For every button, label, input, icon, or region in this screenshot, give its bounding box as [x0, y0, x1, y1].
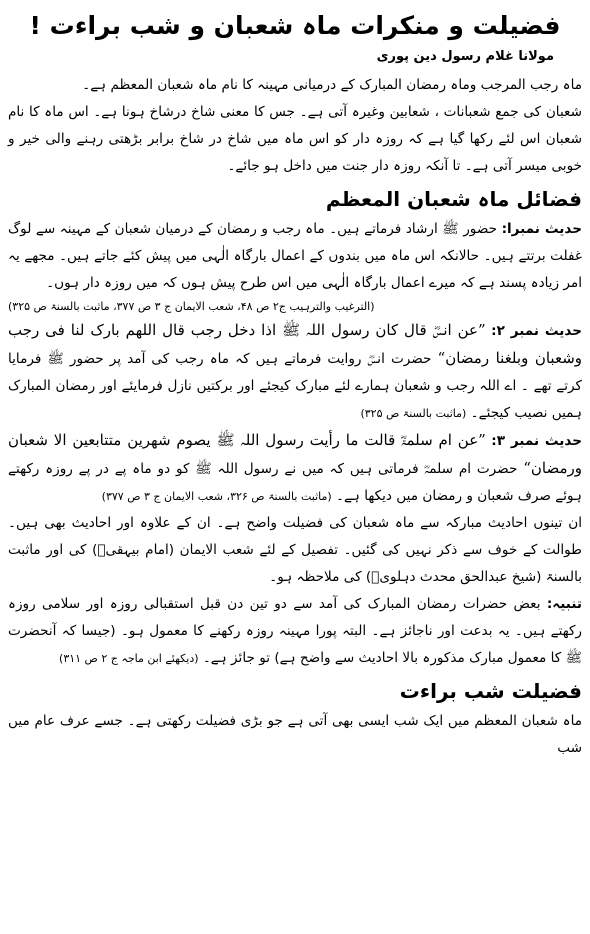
hadith-3-text: حضرت ام سلمہؓ فرماتی ہیں کہ میں نے رسول اللہ ﷺ کو دو ماہ پے در پے روزہ رکھتے ہوئے صرف شعبان و رمضان میں دیکھا ہے۔: [8, 461, 582, 504]
hadith-3-label: حدیث نمبر ۳:: [491, 433, 583, 449]
hadith-1-reference: (الترغیب والترہیب ج۲ ص ۴۸، شعب الایمان ج ۳ ص ۳۷۷، ماثبت بالسنۃ ص ۳۲۵): [8, 300, 375, 313]
shab-e-barat-paragraph: ماہ شعبان المعظم میں ایک شب ایسی بھی آتی ہے جو بڑی فضیلت رکھتی ہے۔ جسے عرف عام میں شب: [8, 713, 582, 756]
author-name: مولانا غلام رسول دین پوری: [376, 49, 554, 64]
tanbih-text: بعض حضرات رمضان المبارک کی آمد سے دو تین دن قبل استقبالی روزہ اور سلامی روزہ رکھتے ہیں۔ یہ بدعت اور ناجائز ہے۔ البتہ پورا مہینہ روزہ رکھنے کا معمول ہو۔ (جیسا کہ آنحضرت ﷺ کا معمول مبارک مذکورہ بالا احادیث سے واضح ہے) تو جائز ہے۔: [8, 596, 582, 666]
hadith-2: [8, 317, 582, 427]
hadith-2-arabic: ”عن انسؓ قال کان رسول اللہ ﷺ اذا دخل رجب قال اللھم بارک لنا فی رجب وشعبان وبلغنا رمضان“: [8, 321, 583, 367]
hadith-1-label: حدیث نمبرا:: [501, 221, 582, 237]
hadith-2-label: حدیث نمبر ۲:: [491, 323, 582, 339]
section-heading-shab-e-barat: فضیلت شب براءت: [399, 679, 582, 703]
hadith-1: [8, 216, 582, 317]
page-title: فضیلت و منکرات ماہ شعبان و شب براءت !: [29, 11, 561, 40]
hadith-2-text: حضرت انسؓ روایت فرماتے ہیں کہ ماہ رجب کی آمد پر حضور ﷺ فرمایا کرتے تھے ۔ اے اللہ رجب و شعبان ہمارے لئے مبارک کیجئے اور برکتیں نازل فرمایئے اور رمضان المبارک ہمیں نصیب کیجئے۔: [8, 351, 582, 421]
hadith-3-reference: (ماثبت بالسنۃ ص ۳۲۶، شعب الایمان ج ۳ ص ۳۷۷): [101, 490, 332, 503]
intro-paragraph-2: شعبان کی جمع شعبانات ، شعابین وغیرہ آتی ہے۔ جس کا معنی شاخ درشاخ ہونا ہے۔ اس ماہ کا نام شعبان اس لئے رکھا گیا ہے کہ روزہ دار کو اس ماہ میں شاخ در شاخ برابر بڑھتی رہنے والی خیر و خوبی میسر آتی ہے۔ تا آنکہ روزہ دار جنت میں داخل ہو جائے۔: [8, 104, 582, 174]
hadith-3-arabic: ”عن ام سلمۃؓ قالت ما رأیت رسول اللہ ﷺ یصوم شھرین متتابعین الا شعبان ورمضان“: [8, 431, 583, 477]
hadith-1-text: حضور ﷺ ارشاد فرماتے ہیں۔ ماہ رجب و رمضان کے درمیان شعبان کے مہینہ سے لوگ غفلت برتتے ہیں۔ حالانکہ اس ماہ میں بندوں کے اعمال بارگاہ الٰہی میں پیش کئے جاتے ہیں۔ مجھے یہ امر زیادہ پسند ہے کہ میرے اعمال بارگاہ الٰہی میں اس طرح پیش ہوں کہ میں روزہ دار ہوں۔: [8, 221, 582, 291]
section-heading-virtues: فضائل ماہ شعبان المعظم: [325, 187, 582, 211]
tanbih-label: تنبیہ:: [546, 596, 582, 612]
tanbih-reference: (دیکھئے ابن ماجہ ج ۲ ص ۳۱۱): [59, 652, 199, 665]
hadith-3: [8, 427, 582, 510]
hadith-2-reference: (ماثبت بالسنۃ ص ۳۲۵): [360, 407, 467, 420]
tanbih-note: [8, 591, 582, 672]
conclusion-paragraph: ان تینوں احادیث مبارکہ سے ماہ شعبان کی فضیلت واضح ہے۔ ان کے علاوہ اور احادیث بھی ہیں۔ طوالت کے خوف سے ذکر نہیں کی گئیں۔ تفصیل کے لئے شعب الایمان (امام بیہقیؒ) کی اور ماثبت بالسنۃ (شیخ عبدالحق محدث دہلویؒ) کی ملاحظہ ہو۔: [8, 515, 582, 585]
intro-paragraph-1: ماہ رجب المرجب وماہ رمضان المبارک کے درمیانی مہینہ کا نام ماہ شعبان المعظم ہے۔: [82, 77, 582, 93]
